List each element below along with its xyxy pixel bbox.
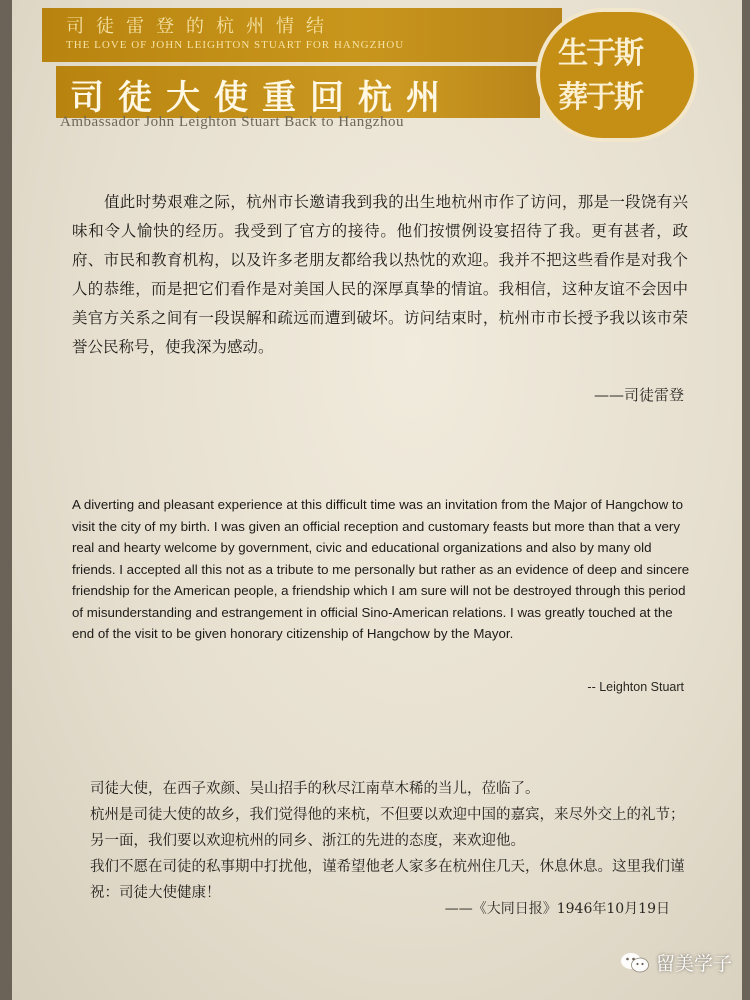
english-quote-signature: -- Leighton Stuart: [587, 680, 684, 694]
page-title: 司徒大使重回杭州: [70, 78, 454, 118]
newspaper-line: 杭州是司徒大使的故乡，我们觉得他的来杭，不但要以欢迎中国的嘉宾，来尽外交上的礼节；另一面，我们要以欢迎杭州的同乡、浙江的先进的态度，来欢迎他。: [90, 807, 685, 849]
page-subtitle-en: Ambassador John Leighton Stuart Back to Hangzhou: [60, 114, 404, 130]
seal-text-line1: 生于斯: [558, 36, 642, 71]
exhibit-board: [12, 0, 742, 1000]
wechat-icon: [620, 951, 650, 975]
banner-main-strip: [56, 66, 540, 118]
seal-emblem: [536, 8, 698, 142]
seal-text-line2: 葬于斯: [558, 80, 642, 115]
newspaper-source: ——《大同日报》1946年10月19日: [444, 901, 670, 917]
banner-title-cn-small: 司徒雷登的杭州情结: [66, 16, 336, 37]
english-quote-paragraph: A diverting and pleasant experience at this difficult time was an invitation from the Major of Hangchow to visit the city of my birth. I was given an official reception and customary feasts but more than that a very real and hearty welcome by government, civic and educational organizations and also by many old friends. I accepted all this not as a tribute to me personally but rather as an evidence of deep and sincere friendship for the American people, a friendship which I am sure will not be destroyed through this period of misunderstanding and estrangement in official Sino-American relations. I was greatly touched at the end of the visit to be given honorary citizenship of Hangchow by the Mayor.: [72, 497, 690, 641]
header-banner: [42, 8, 732, 126]
banner-top-strip: [42, 8, 562, 62]
banner-title-en-small: THE LOVE OF JOHN LEIGHTON STUART FOR HANGZHOU: [66, 39, 405, 51]
newspaper-line: 我们不愿在司徒的私事期中打扰他，谨希望他老人家多在杭州住几天，休息休息。这里我们谨祝：司徒大使健康！: [90, 859, 685, 901]
chinese-quote-paragraph: 值此时势艰难之际，杭州市长邀请我到我的出生地杭州市作了访问，那是一段饶有兴味和令人愉快的经历。我受到了官方的接待。他们按惯例设宴招待了我。更有甚者，政府、市民和教育机构，以及许多老朋友都给我以热忱的欢迎。我并不把这些看作是对我个人的恭维，而是把它们看作是对美国人民的深厚真挚的情谊。我相信，这种友谊不会因中美官方关系之间有一段误解和疏远而遭到破坏。访问结束时，杭州市市长授予我以该市荣誉公民称号，使我深为感动。: [72, 193, 688, 356]
watermark-text: 留美学子: [655, 953, 732, 975]
newspaper-excerpt: [90, 776, 690, 906]
chinese-quote-signature: ——司徒雷登: [593, 386, 684, 404]
watermark: [620, 949, 732, 976]
newspaper-line: 司徒大使，在西子欢颜、吴山招手的秋尽江南草木稀的当儿，莅临了。: [90, 781, 540, 797]
